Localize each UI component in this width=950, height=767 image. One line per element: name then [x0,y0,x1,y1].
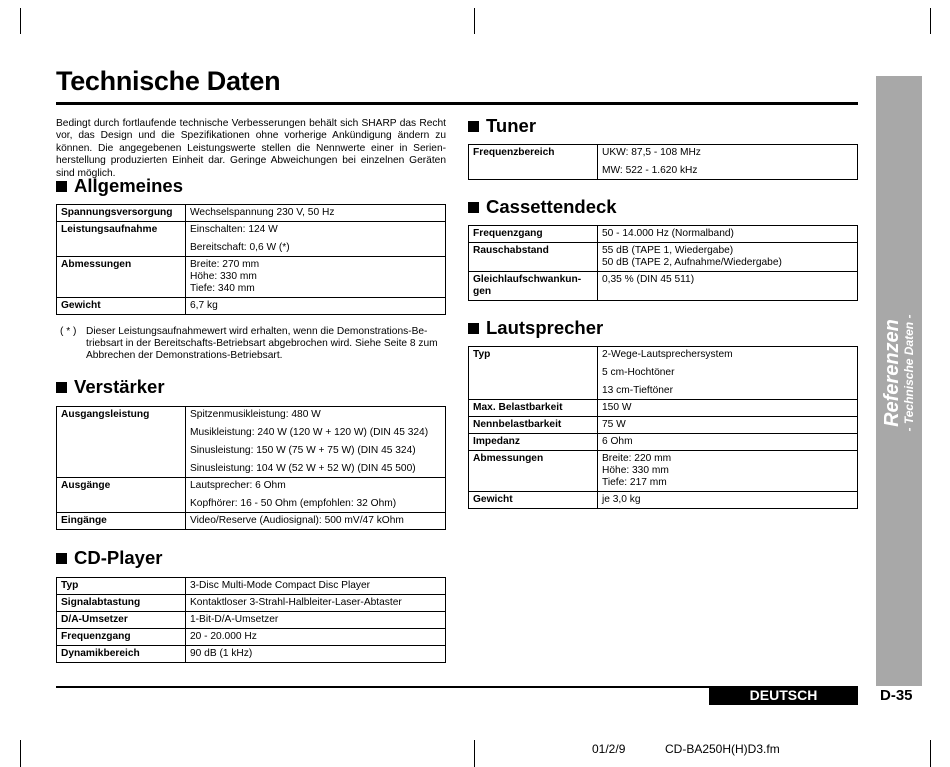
spec-value-line: Breite: 270 mm [190,259,260,270]
spec-value-line: 2-Wege-Lautsprechersystem [602,349,733,360]
spec-row [57,612,446,629]
spec-value-line: 5 cm-Hochtöner [602,367,675,378]
spec-value-line: 90 dB (1 kHz) [190,648,253,659]
spec-key: Leistungsaufnahme [57,222,186,257]
square-bullet-icon [56,382,67,393]
spec-row [469,434,858,451]
spec-value-line: Tiefe: 217 mm [602,477,667,488]
spec-value-line: 6,7 kg [190,300,218,311]
spec-value-line: 75 W [602,419,626,430]
spec-key: Typ [57,578,186,595]
spec-key: Abmessungen [469,451,598,492]
spec-value [186,222,446,257]
spec-value [598,492,858,509]
spec-value [598,347,858,400]
spec-value [186,257,446,298]
section-heading-lautsprecher [468,317,603,339]
section-heading-tuner [468,115,536,137]
spec-value-line: Video/Reserve (Audiosignal): 500 mV/47 kOhm [190,515,404,526]
spec-key: Spannungsversorgung [57,205,186,222]
crop-mark [474,8,475,34]
spec-key: Eingänge [57,513,186,530]
spec-key: Ausgangsleistung [57,407,186,478]
side-tab-title: Referenzen [881,319,903,427]
spec-row [57,298,446,315]
footer-filename: CD-BA250H(H)D3.fm [665,742,780,756]
crop-mark [20,8,21,34]
spec-value-line: 0,35 % (DIN 45 511) [602,274,695,285]
spec-value-line: Einschalten: 124 W [190,224,278,235]
crop-mark [474,740,475,767]
spec-key: Signalabtastung [57,595,186,612]
spec-key: Dynamikbereich [57,646,186,663]
spec-value-line: Breite: 220 mm [602,453,672,464]
spec-value [186,595,446,612]
spec-table-tuner [468,144,858,180]
spec-value [598,400,858,417]
spec-row [57,478,446,513]
spec-value-line: 20 - 20.000 Hz [190,631,257,642]
section-heading-allgemeines [56,175,183,197]
side-tab-text [882,315,916,432]
footnote [60,326,446,362]
spec-value [598,434,858,451]
spec-row [57,595,446,612]
footnote-text: Dieser Leistungsaufnahmewert wird erhalten, wenn die Demonstrations-Be-triebsart in der Bereitschafts-Betriebsart abgebrochen wird. Siehe Seite 8 zum Abbrechen der Demonstrations-Betriebsart. [86,326,438,361]
crop-mark [930,740,931,767]
spec-value-line: Wechselspannung 230 V, 50 Hz [190,207,335,218]
spec-value [186,629,446,646]
spec-key: Frequenzbereich [469,145,598,180]
spec-value [186,478,446,513]
spec-value-line: Bereitschaft: 0,6 W (*) [190,242,290,253]
spec-value [598,272,858,301]
section-heading-text: Lautsprecher [486,317,604,338]
spec-value [186,513,446,530]
spec-table-allgemeines [56,204,446,315]
spec-row [57,578,446,595]
spec-key: Impedanz [469,434,598,451]
spec-value-line: je 3,0 kg [602,494,641,505]
page-title: Technische Daten [56,66,281,96]
spec-value [186,298,446,315]
spec-value [186,205,446,222]
spec-value-line: Tiefe: 340 mm [190,283,255,294]
spec-row [57,646,446,663]
section-heading-cdplayer [56,547,162,569]
spec-row [469,226,858,243]
spec-row [57,407,446,478]
spec-value [598,226,858,243]
spec-key: Frequenzgang [469,226,598,243]
crop-mark [930,8,931,34]
spec-row [469,347,858,400]
spec-key: Rauschabstand [469,243,598,272]
spec-value-line: 3-Disc Multi-Mode Compact Disc Player [190,580,371,591]
spec-row [57,513,446,530]
section-heading-text: Allgemeines [74,175,183,196]
section-heading-text: Tuner [486,115,537,136]
spec-value [186,578,446,595]
spec-value-line: Kontaktloser 3-Strahl-Halbleiter-Laser-Abtaster [190,597,402,608]
spec-table-cassettendeck [468,225,858,301]
square-bullet-icon [56,181,67,192]
spec-value [598,451,858,492]
crop-mark [20,740,21,767]
spec-row [469,272,858,301]
spec-value-line: Lautsprecher: 6 Ohm [190,480,286,491]
language-label: DEUTSCH [709,686,858,705]
spec-value-line: Kopfhörer: 16 - 50 Ohm (empfohlen: 32 Ohm) [190,498,397,509]
spec-key: Gleichlaufschwankun-gen [469,272,598,301]
spec-value-line: Spitzenmusikleistung: 480 W [190,409,321,420]
section-heading-cassettendeck [468,196,617,218]
spec-value-line: 1-Bit-D/A-Umsetzer [190,614,279,625]
spec-value [598,243,858,272]
title-rule [56,102,858,105]
spec-value-line: 55 dB (TAPE 1, Wiedergabe) [602,245,734,256]
spec-value-line: Höhe: 330 mm [602,465,669,476]
spec-row [469,451,858,492]
spec-table-verstaerker [56,406,446,530]
spec-value-line: Musikleistung: 240 W (120 W + 120 W) (DIN 45 324) [190,427,429,438]
spec-value [186,646,446,663]
section-heading-text: CD-Player [74,547,163,568]
intro-paragraph: Bedingt durch fortlaufende technische Verbesserungen behält sich SHARP das Recht vor, das Design und die Spezifikationen ohne vorherige Ankündigung ändern zu können. Die angegebenen Leistungswerte stellen die Nennwerte einer in Serien-herstellung produzierten Einheit dar. Geringe Abweichungen bei einzelnen Geräten sind möglich. [56,118,446,179]
spec-table-cdplayer [56,577,446,663]
spec-row [469,492,858,509]
spec-value-line: 50 dB (TAPE 2, Aufnahme/Wiedergabe) [602,257,782,268]
spec-value [186,407,446,478]
spec-row [469,400,858,417]
spec-key: Max. Belastbarkeit [469,400,598,417]
spec-value [598,145,858,180]
section-heading-verstaerker [56,376,165,398]
square-bullet-icon [468,202,479,213]
spec-key: D/A-Umsetzer [57,612,186,629]
spec-row [469,145,858,180]
spec-value-line: 6 Ohm [602,436,633,447]
spec-value-line: Sinusleistung: 104 W (52 W + 52 W) (DIN 45 500) [190,463,416,474]
square-bullet-icon [56,553,67,564]
spec-row [57,222,446,257]
spec-key: Typ [469,347,598,400]
section-heading-text: Cassettendeck [486,196,617,217]
spec-value-line: MW: 522 - 1.620 kHz [602,165,698,176]
square-bullet-icon [468,121,479,132]
spec-value-line: Höhe: 330 mm [190,271,257,282]
spec-key: Nennbelastbarkeit [469,417,598,434]
spec-value-line: Sinusleistung: 150 W (75 W + 75 W) (DIN 45 324) [190,445,416,456]
spec-key: Gewicht [57,298,186,315]
square-bullet-icon [468,323,479,334]
spec-row [469,417,858,434]
footnote-mark: ( * ) [60,326,77,337]
spec-value-line: 150 W [602,402,632,413]
spec-value-line: 50 - 14.000 Hz (Normalband) [602,228,734,239]
spec-row [57,205,446,222]
spec-row [57,629,446,646]
spec-key: Frequenzgang [57,629,186,646]
footer-date: 01/2/9 [592,742,626,756]
spec-value [186,612,446,629]
spec-row [57,257,446,298]
spec-value [598,417,858,434]
page-number: D-35 [880,687,913,704]
section-heading-text: Verstärker [74,376,165,397]
side-tab-subtitle: - Technische Daten - [902,314,916,432]
spec-key: Abmessungen [57,257,186,298]
spec-key: Gewicht [469,492,598,509]
spec-key: Ausgänge [57,478,186,513]
spec-value-line: UKW: 87,5 - 108 MHz [602,147,701,158]
spec-row [469,243,858,272]
spec-value-line: 13 cm-Tieftöner [602,385,673,396]
spec-table-lautsprecher [468,346,858,509]
